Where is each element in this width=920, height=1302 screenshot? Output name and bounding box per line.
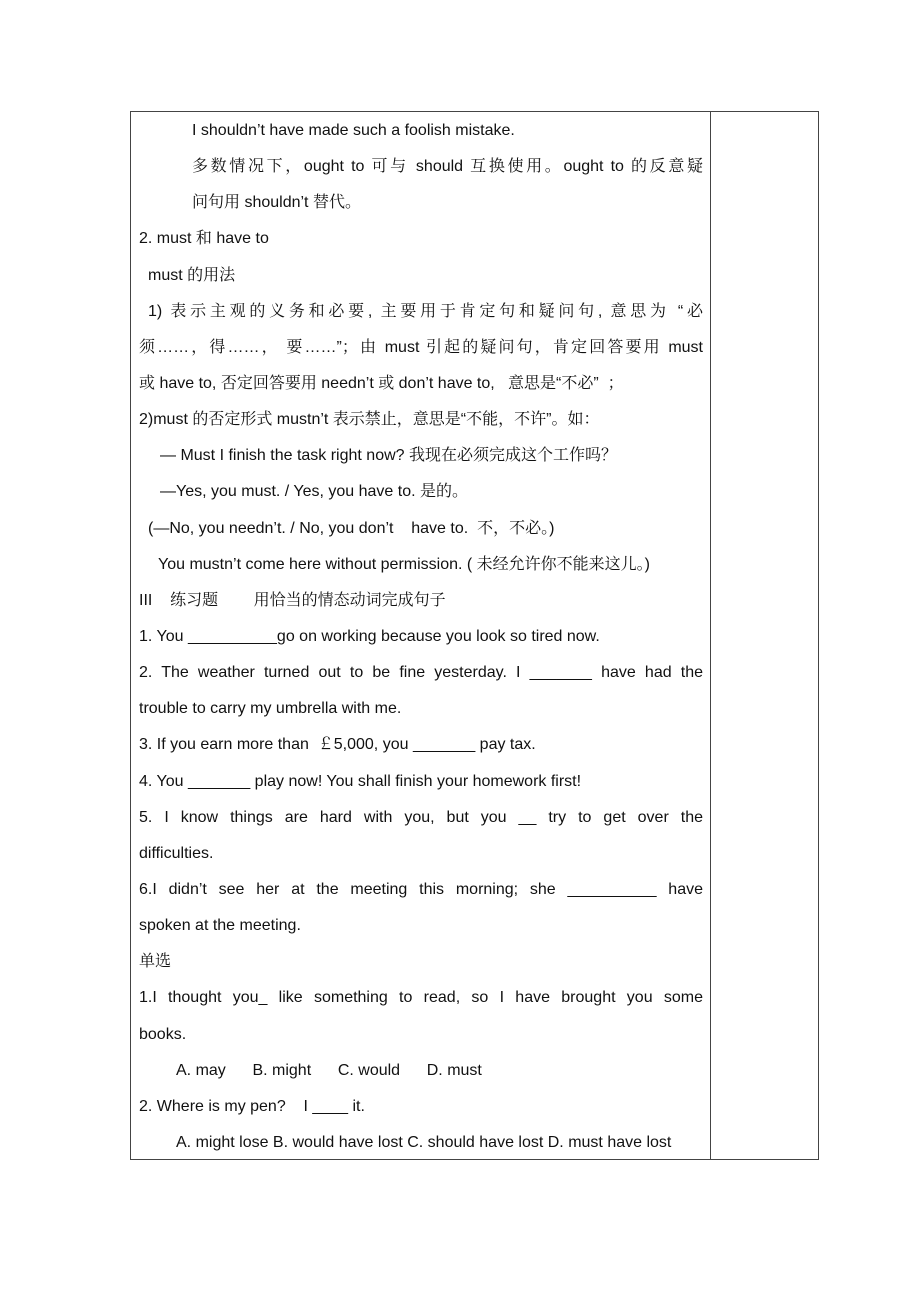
text-line: spoken at the meeting. <box>139 917 301 935</box>
text-line: 2. must 和 have to <box>139 230 269 248</box>
text-line: (—No, you needn’t. / No, you don’t have to. 不，不必。) <box>148 519 555 537</box>
text-line: 5. I know things are hard with you, but you __ try to get over the <box>139 808 703 826</box>
text-line: must 的用法 <box>148 266 236 284</box>
text-line: You mustn’t come here without permission. ( 未经允许你不能来这儿。) <box>158 555 650 573</box>
text-line: 1.I thought you_ like something to read, so I have brought you some <box>139 989 703 1007</box>
text-line: — Must I finish the task right now? 我现在必须完成这个工作吗？ <box>160 447 617 465</box>
text-line: 6.I didn’t see her at the meeting this morning; she __________ have <box>139 880 703 898</box>
main-cell <box>139 113 703 1161</box>
text-line: 3. If you earn more than ￡5,000, you _______ pay tax. <box>139 736 536 754</box>
text-line: 问句用 shouldn’t 替代。 <box>192 194 361 212</box>
text-line: 1) 表示主观的义务和必要, 主要用于肯定句和疑问句, 意思为 “必 <box>148 302 703 320</box>
text-line: —Yes, you must. / Yes, you have to. 是的。 <box>160 483 469 501</box>
text-line: A. may B. might C. would D. must <box>176 1061 482 1079</box>
text-line: 须……，得……， 要……”；由 must 引起的疑问句，肯定回答要用 must <box>139 338 703 356</box>
column-divider <box>710 112 711 1159</box>
text-line: trouble to carry my umbrella with me. <box>139 700 402 718</box>
text-line: A. might lose B. would have lost C. should have lost D. must have lost <box>176 1133 672 1151</box>
text-line: III 练习题 用恰当的情态动词完成句子 <box>139 591 446 609</box>
text-line: 或 have to, 否定回答要用 needn’t 或 don’t have to, 意思是“不必” ； <box>139 374 624 392</box>
text-line: books. <box>139 1025 187 1043</box>
text-line: 单选 <box>139 953 172 971</box>
text-line: 2. The weather turned out to be fine yesterday. I _______ have had the <box>139 664 703 682</box>
text-line: 1. You __________go on working because you look so tired now. <box>139 627 600 645</box>
text-line: difficulties. <box>139 844 214 862</box>
text-line: 多数情况下，ought to 可与 should 互换使用。ought to 的反意疑 <box>192 158 703 176</box>
text-line: 2. Where is my pen? I ____ it. <box>139 1097 365 1115</box>
text-line: 2)must 的否定形式 mustn’t 表示禁止，意思是“不能，不许”。如： <box>139 411 600 429</box>
text-line: 4. You _______ play now! You shall finish your homework first! <box>139 772 582 790</box>
content-table <box>130 111 819 1160</box>
text-line: I shouldn’t have made such a foolish mistake. <box>192 122 515 139</box>
